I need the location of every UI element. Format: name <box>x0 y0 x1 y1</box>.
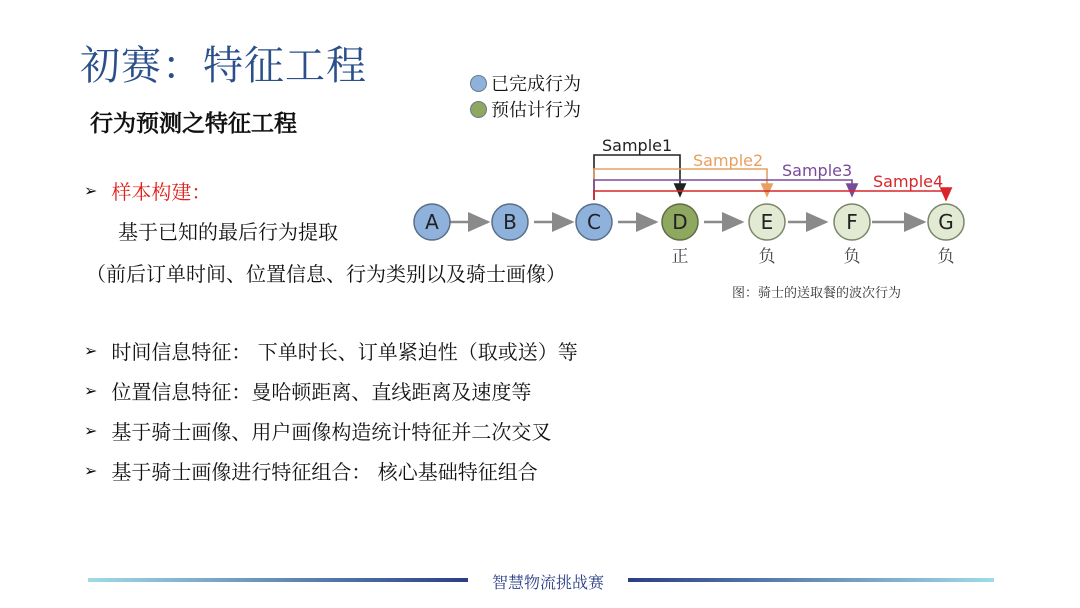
legend-estimated-label: 预估计行为 <box>491 100 581 121</box>
label-positive: 正 <box>671 247 689 267</box>
sample4-label: Sample4 <box>873 172 944 191</box>
sample-construction-line2: （前后订单时间、位置信息、行为类别以及骑士画像） <box>86 262 566 286</box>
footer-divider-right <box>628 578 994 582</box>
sample1-label: Sample1 <box>602 136 673 155</box>
node-g <box>928 204 964 240</box>
footer-divider-left <box>88 578 468 582</box>
legend-completed-label: 已完成行为 <box>491 74 581 95</box>
page-title: 初赛：特征工程 <box>80 43 367 89</box>
node-label: E <box>760 210 774 234</box>
sample4-bracket <box>594 191 946 200</box>
bullet-text: 位置信息特征：曼哈顿距离、直线距离及速度等 <box>111 380 532 404</box>
node-c <box>576 204 612 240</box>
node-label: G <box>938 210 954 234</box>
sample-construction-label: 样本构建： <box>111 180 212 204</box>
label-negative: 负 <box>758 247 776 267</box>
bullet-arrow-icon: ➢ <box>84 461 98 480</box>
node-label: F <box>846 210 858 234</box>
node-label: C <box>587 210 601 234</box>
bullet-text: 时间信息特征： 下单时长、订单紧迫性（取或送）等 <box>111 340 578 364</box>
bullet-text: 基于骑士画像、用户画像构造统计特征并二次交叉 <box>111 420 552 444</box>
label-negative: 负 <box>843 247 861 267</box>
node-label: B <box>503 210 517 234</box>
bullet-arrow-icon: ➢ <box>84 421 98 440</box>
bullet-arrow-icon: ➢ <box>84 181 98 200</box>
bullet-arrow-icon: ➢ <box>84 381 98 400</box>
node-label: D <box>672 210 688 234</box>
bullet-arrow-icon: ➢ <box>84 341 98 360</box>
footer-label: 智慧物流挑战赛 <box>491 573 604 592</box>
sample1-bracket <box>594 155 680 200</box>
page-subtitle: 行为预测之特征工程 <box>90 111 297 137</box>
sample3-bracket <box>594 180 852 200</box>
node-label: A <box>425 210 439 234</box>
sample3-label: Sample3 <box>782 161 853 180</box>
node-a <box>414 204 450 240</box>
sample-construction-line1: 基于已知的最后行为提取 <box>118 220 338 244</box>
node-d <box>662 204 698 240</box>
label-negative: 负 <box>937 247 955 267</box>
bullet-text: 基于骑士画像进行特征组合： 核心基础特征组合 <box>111 460 538 484</box>
diagram-caption: 图：骑士的送取餐的波次行为 <box>732 286 902 301</box>
node-b <box>492 204 528 240</box>
node-e <box>749 204 785 240</box>
node-f <box>834 204 870 240</box>
sample2-label: Sample2 <box>693 151 764 170</box>
